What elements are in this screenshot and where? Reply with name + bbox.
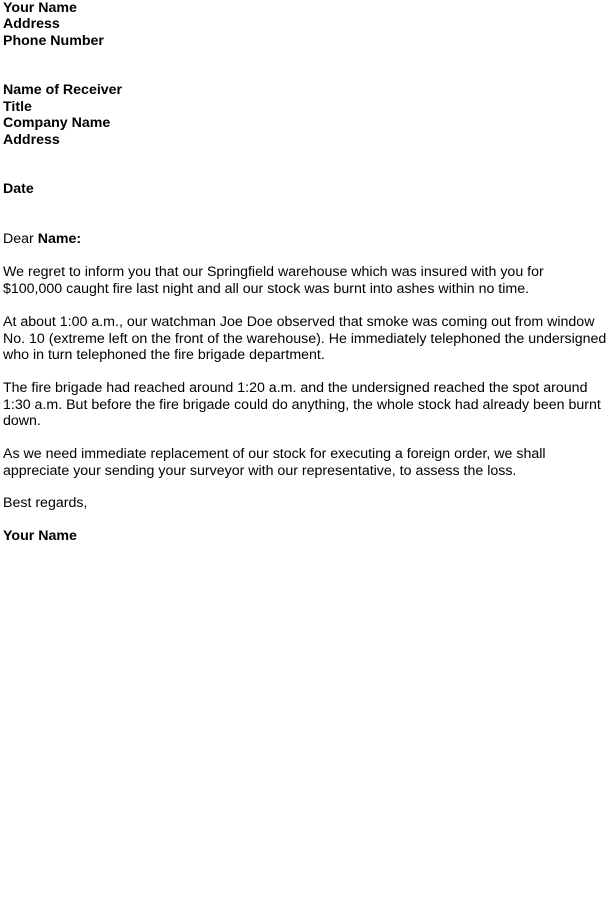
- salutation-name: Name:: [37, 231, 82, 247]
- receiver-name: Name of Receiver: [3, 82, 123, 98]
- paragraph-line: appreciate your sending your surveyor with our representative, to assess the loss.: [3, 462, 517, 479]
- body-paragraph-4: [3, 446, 615, 479]
- receiver-company: Company Name: [3, 115, 111, 131]
- signature-name: Your Name: [3, 528, 77, 544]
- sender-name: Your Name: [3, 0, 77, 16]
- paragraph-line: who in turn telephoned the fire brigade department.: [3, 347, 325, 364]
- letter-date: Date: [3, 181, 34, 197]
- paragraph-line: No. 10 (extreme left on the front of the warehouse). He immediately telephoned the undersigned: [3, 330, 607, 347]
- sender-address: Address: [3, 16, 60, 32]
- paragraph-line: down.: [3, 413, 41, 430]
- paragraph-line: As we need immediate replacement of our stock for executing a foreign order, we shall: [3, 446, 546, 462]
- paragraph-line: At about 1:00 a.m., our watchman Joe Doe observed that smoke was coming out from window: [3, 314, 595, 330]
- salutation-prefix: Dear: [3, 231, 34, 247]
- receiver-address: Address: [3, 132, 60, 148]
- paragraph-line: $100,000 caught fire last night and all our stock was burnt into ashes within no time.: [3, 280, 530, 297]
- body-paragraph-2: [3, 314, 615, 364]
- body-paragraph-3: [3, 380, 615, 430]
- receiver-title: Title: [3, 99, 32, 115]
- sender-phone: Phone Number: [3, 33, 104, 49]
- body-paragraph-1: [3, 264, 615, 297]
- closing: Best regards,: [3, 495, 88, 511]
- paragraph-line: 1:30 a.m. But before the fire brigade could do anything, the whole stock had already been burnt: [3, 396, 601, 413]
- salutation: [3, 231, 81, 248]
- paragraph-line: The fire brigade had reached around 1:20 a.m. and the undersigned reached the spot around: [3, 380, 588, 396]
- paragraph-line: We regret to inform you that our Springfield warehouse which was insured with you for: [3, 264, 544, 280]
